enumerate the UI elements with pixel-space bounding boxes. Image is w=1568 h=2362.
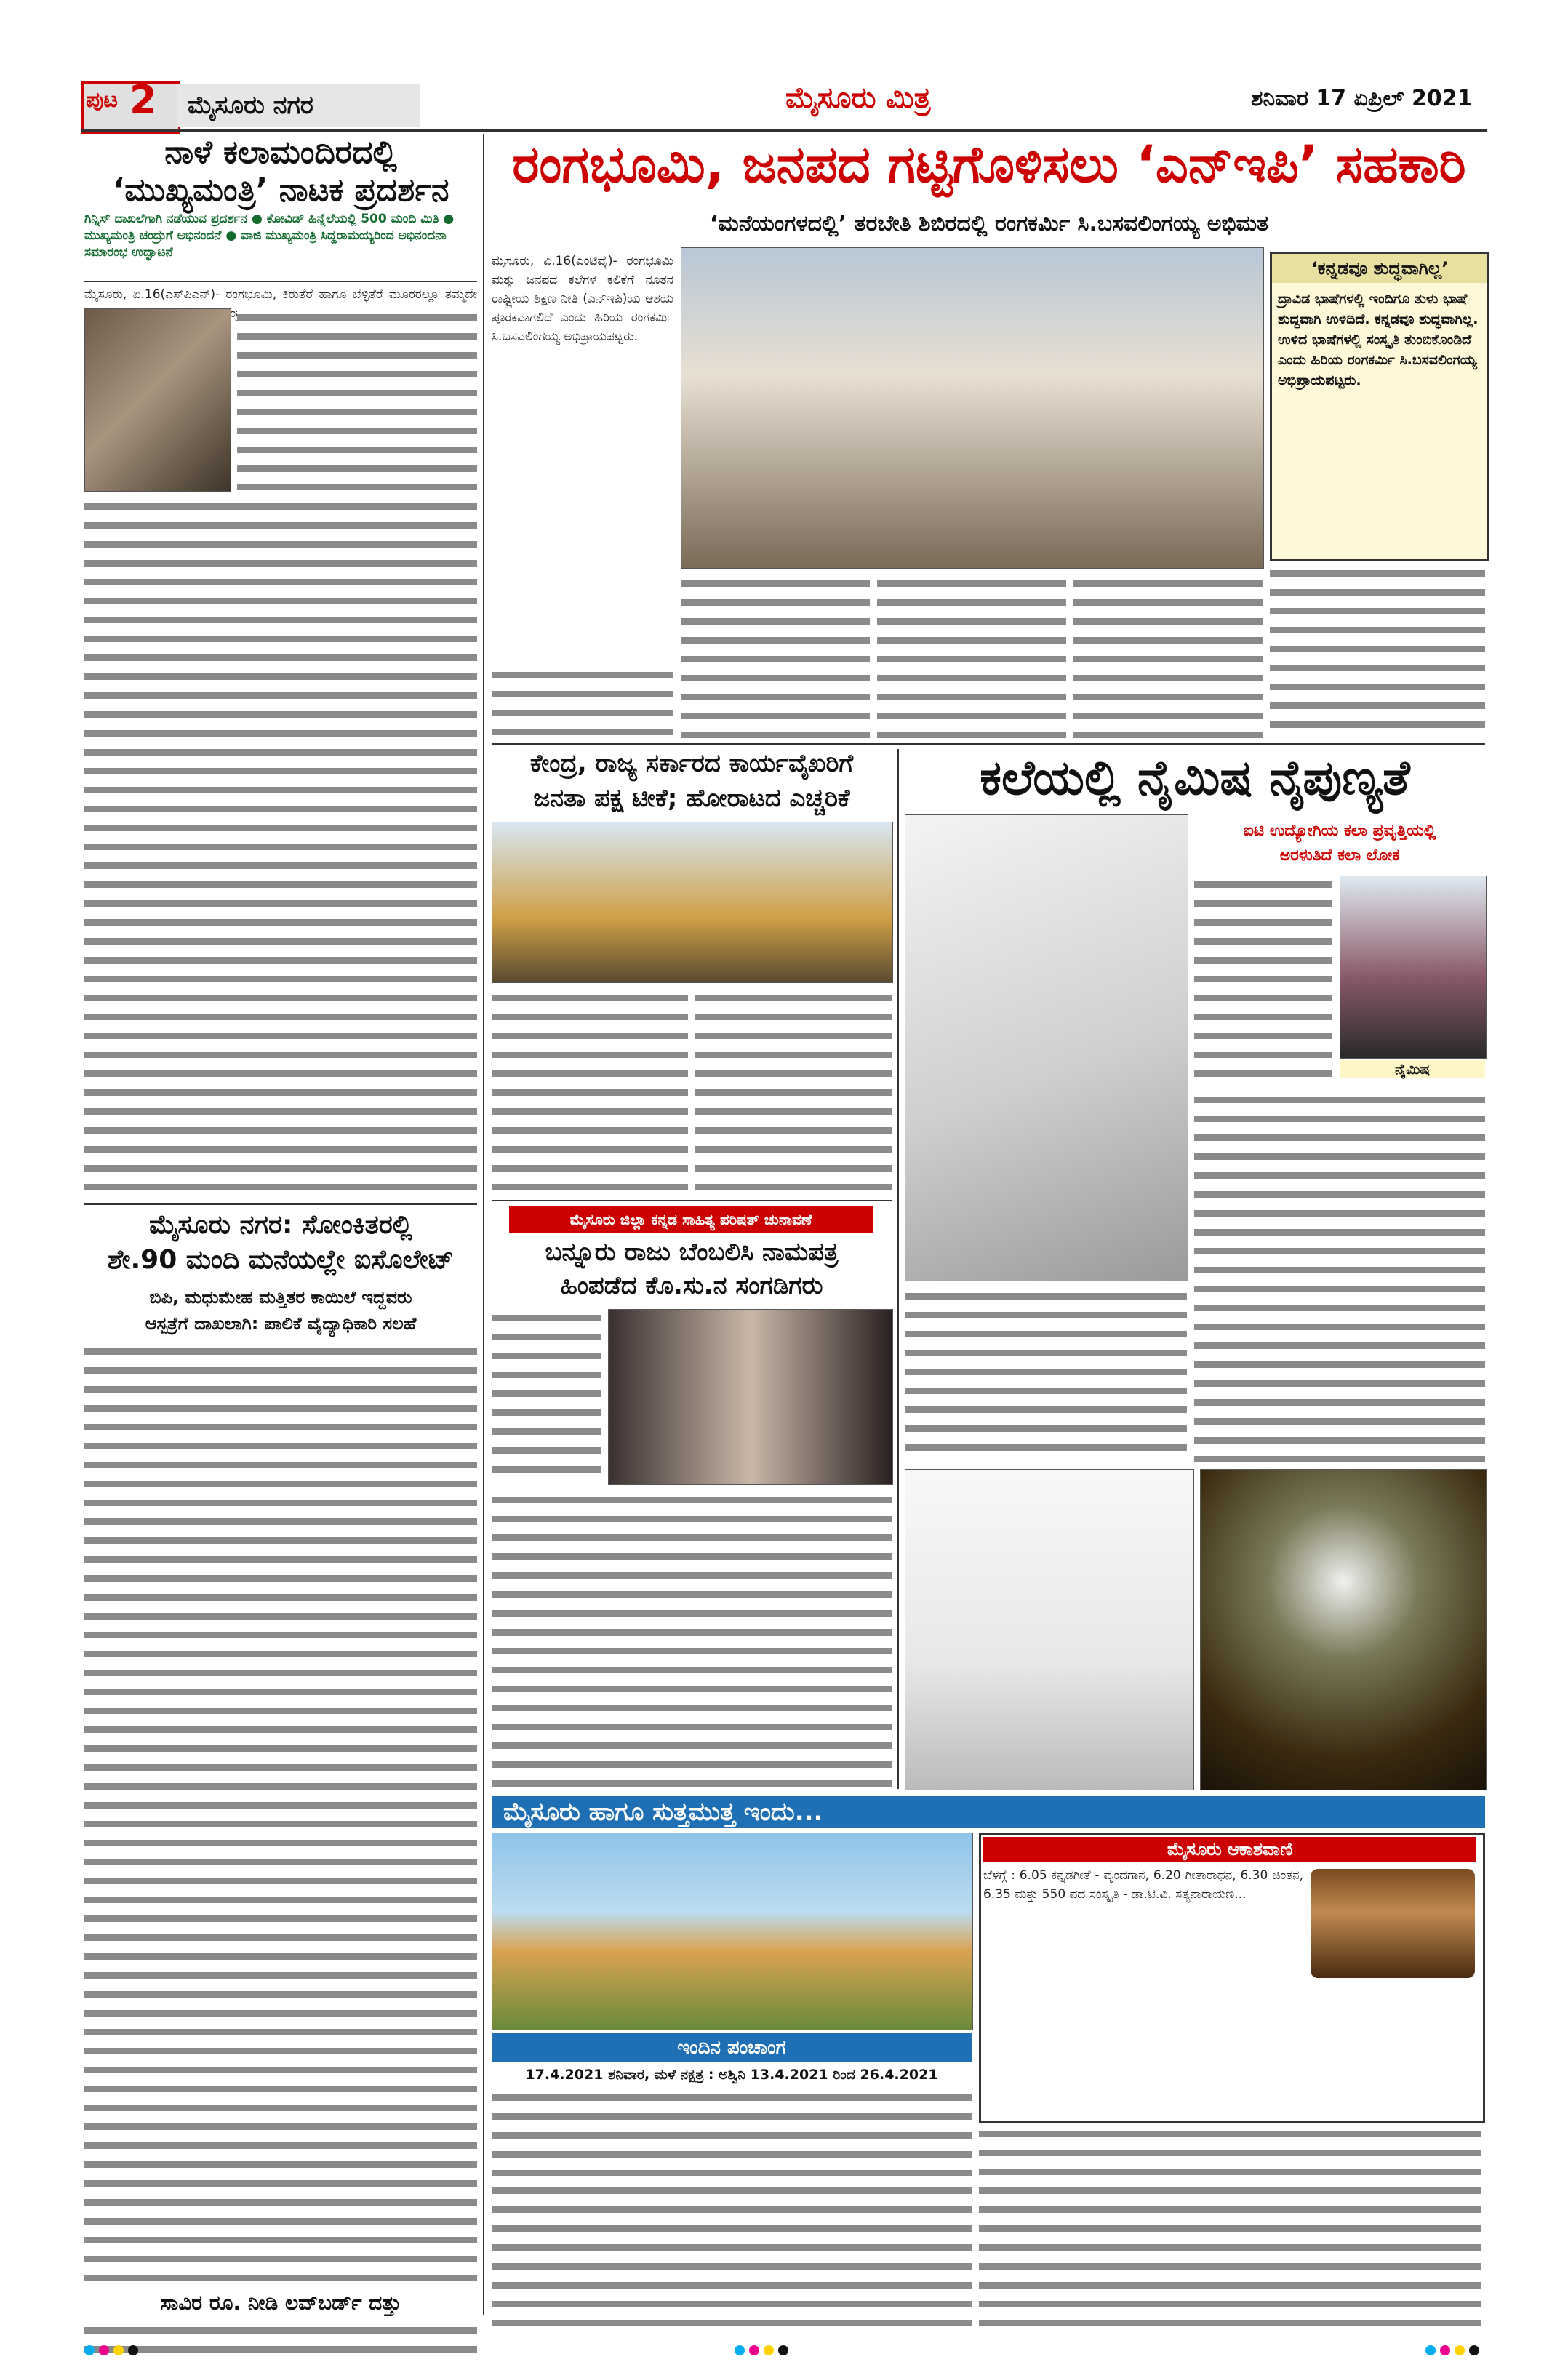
divider (84, 281, 477, 282)
lead-subhead: ‘ಮನೆಯಂಗಳದಲ್ಲಿ’ ತರಬೇತಿ ಶಿಬಿರದಲ್ಲಿ ರಂಗಕರ್ಮಿ ಸಿ.ಬಸವಲಿಂಗಯ್ಯ ಅಭಿಮತ (709, 211, 1269, 236)
left-story-body (237, 308, 477, 490)
art-subhead-1: ಐಟಿ ಉದ್ಯೋಗಿಯ ಕಲಾ ಪ್ರವೃತ್ತಿಯಲ್ಲಿ (1243, 822, 1436, 840)
feather-artwork (905, 1469, 1194, 1790)
lead-dateline: ಮೈಸೂರು, ಏ.16(ಎಂಟಿವೈ)- ರಂಗಭೂಮಿ ಮತ್ತು ಜನಪದ ಕಲೆಗಳ ಕಲಿಕೆಗೆ ನೂತನ ರಾಷ್ಟ್ರೀಯ ಶಿಕ್ಷಣ ನೀತಿ (ಎನ್‌ಇಪಿ)ಯ ಆಶಯ ಪೂರಕವಾಗಲಿದೆ ಎಂದು ಹಿರಿಯ ರಂಗಕರ್ಮಿ ಸಿ.ಬಸವಲಿಂಗಯ್ಯ ಅಭಿಪ್ರಾಯಪಟ್ಟರು. (492, 254, 673, 344)
left-story-kicker: ಗಿನ್ನಿಸ್ ದಾಖಲೆಗಾಗಿ ನಡೆಯುವ ಪ್ರದರ್ಶನ ● ಕೋವಿಡ್ ಹಿನ್ನೆಲೆಯಲ್ಲಿ 500 ಮಂದಿ ಮಿತಿ ● ಮುಖ್ಯಮಂತ್ರಿ ಚಂದ್ರುಗೆ ಅಭಿನಂದನೆ ● ವಾಜಿ ಮುಖ್ಯಮಂತ್ರಿ ಸಿದ್ದರಾಮಯ್ಯರಿಂದ ಅಭಿನಂದನಾ ಸಮಾರಂಭ ಉದ್ಘಾಟನೆ (84, 212, 455, 260)
divider (84, 1203, 477, 1205)
masthead: ಮೈಸೂರು ಮಿತ್ರ (785, 81, 931, 115)
political-body-col2 (695, 989, 892, 1193)
events-banner (492, 1796, 1485, 1828)
lead-sidebar-box (1270, 252, 1489, 561)
art-body-col1 (905, 1287, 1187, 1462)
left-story-body-continued (84, 497, 477, 1196)
akashvani-title: ಮೈಸೂರು ಆಕಾಶವಾಣಿ (983, 1837, 1476, 1862)
events-listing-left (492, 2182, 972, 2334)
left-story-headline-2: ‘ಮುಖ್ಯಮಂತ್ರಿ’ ನಾಟಕ ಪ್ರದರ್ಶನ (112, 172, 449, 209)
akashvani-text: ಬೆಳಗ್ಗೆ : 6.05 ಕನ್ನಡಗೀತೆ - ವೃಂದಗಾನ, 6.20 ಗೀತಾರಾಧನ, 6.30 ಚಿಂತನ, 6.35 ಮತ್ತು 550 ಪದ ಸಂಸ್ಕೃತಿ - ಡಾ.ಟಿ.ವಿ. ಸತ್ಯನಾರಾಯಣ... (983, 1868, 1303, 1902)
page-header (0, 0, 1568, 131)
sidebar-text: ದ್ರಾವಿಡ ಭಾಷೆಗಳಲ್ಲಿ ಇಂದಿಗೂ ತುಳು ಭಾಷೆ ಶುದ್ಧವಾಗಿ ಉಳಿದಿದೆ. ಕನ್ನಡವೂ ಶುದ್ಧವಾಗಿಲ್ಲ. ಉಳಿದ ಭಾಷೆಗಳಲ್ಲಿ ಸಂಸ್ಕೃತಿ ತುಂಬಿಕೊಂಡಿದೆ ಎಂದು ಹಿರಿಯ ರಂಗಕರ್ಮಿ ಸಿ.ಬಸವಲಿಂಗಯ್ಯ ಅಭಿಪ್ರಾಯಪಟ್ಟರು. (1278, 291, 1479, 388)
kasapa-photo (608, 1309, 893, 1485)
kasapa-kicker: ಮೈಸೂರು ಜಿಲ್ಲಾ ಕನ್ನಡ ಸಾಹಿತ್ಯ ಪರಿಷತ್ ಚುನಾವಣೆ (509, 1206, 873, 1233)
column-rule (483, 134, 484, 2315)
section-title: ಮೈಸೂರು ನಗರ (177, 84, 420, 127)
print-registration-dots-right (1425, 2345, 1484, 2358)
panchanga-line: 17.4.2021 ಶನಿವಾರ, ಮಳೆ ನಕ್ಷತ್ರ : ಅಶ್ವಿನಿ 13.4.2021 ರಿಂದ 26.4.2021 (525, 2067, 938, 2083)
divider (492, 743, 1485, 745)
covid-subhead-1: ಬಿಪಿ, ಮಧುಮೇಹ ಮತ್ತಿತರ ಕಾಯಿಲೆ ಇದ್ದವರು (149, 1287, 412, 1308)
issue-date: ಶನಿವಾರ 17 ಏಪ್ರಿಲ್ 2021 (1251, 86, 1473, 111)
lead-body-col3 (877, 575, 1066, 739)
panchanga-title: ಇಂದಿನ ಪಂಚಾಂಗ (492, 2033, 972, 2062)
political-body-col1 (492, 989, 688, 1193)
political-headline-2: ಜನತಾ ಪಕ್ಷ ಟೀಕೆ; ಹೋರಾಟದ ಎಚ್ಚರಿಕೆ (533, 784, 850, 813)
art-body (1194, 1091, 1485, 1462)
art-headline: ಕಲೆಯಲ್ಲಿ ನೈಮಿಷ ನೈಪುಣ್ಯತೆ (980, 750, 1410, 806)
covid-headline-1: ಮೈಸೂರು ನಗರ: ಸೋಂಕಿತರಲ್ಲಿ (148, 1210, 413, 1240)
kasapa-headline-1: ಬನ್ನೂರು ರಾಜು ಬೆಂಬಲಿಸಿ ನಾಮಪತ್ರ (545, 1238, 839, 1267)
covid-headline-2: ಶೇ.90 ಮಂದಿ ಮನೆಯಲ್ಲೇ ಐಸೊಲೇಟ್ (107, 1245, 455, 1275)
lovebird-body (84, 2321, 477, 2353)
left-story-headline-1: ನಾಳೆ ಕಲಾಮಂದಿರದಲ್ಲಿ (164, 134, 397, 171)
print-registration-dots-center (735, 2345, 793, 2358)
lovebird-headline: ಸಾವಿರ ರೂ. ನೀಡಿ ಲವ್‌ಬರ್ಡ್ ದತ್ತು (160, 2291, 401, 2315)
political-headline-1: ಕೇಂದ್ರ, ರಾಜ್ಯ ಸರ್ಕಾರದ ಕಾರ್ಯವೈಖರಿಗೆ (529, 749, 854, 778)
lead-headline: ರಂಗಭೂಮಿ, ಜನಪದ ಗಟ್ಟಿಗೊಳಿಸಲು ‘ಎನ್‌ಇಪಿ’ ಸಹಕಾರಿ (512, 135, 1466, 194)
portrait-caption: ನೈಮಿಷ (1340, 1060, 1485, 1078)
flower-vase-artwork (1200, 1469, 1487, 1790)
covid-subhead-2: ಆಸ್ಪತ್ರೆಗೆ ದಾಖಲಾಗಿ: ಪಾಲಿಕೆ ವೈದ್ಯಾಧಿಕಾರಿ ಸಲಹೆ (145, 1313, 417, 1334)
lead-body-col1 (492, 666, 673, 739)
kasapa-headline-2: ಹಿಂಪಡೆದ ಕೊ.ಸು.ನ ಸಂಗಡಿಗರು (560, 1271, 823, 1300)
art-body-intro (1194, 876, 1332, 1086)
press-meet-photo (492, 822, 893, 983)
events-banner-title: ಮೈಸೂರು ಹಾಗೂ ಸುತ್ತಮುತ್ತ ಇಂದು... (503, 1798, 823, 1827)
panchanga-body (492, 2089, 972, 2176)
lead-body-col4 (1073, 575, 1263, 739)
left-story-dateline: ಮೈಸೂರು, ಏ.16(ಎಸ್‌ಪಿಎನ್)- ರಂಗಭೂಮಿ, ಕಿರುತೆರೆ ಹಾಗೂ ಬೆಳ್ಳಿತೆರೆ ಮೂರರಲ್ಲೂ ತಮ್ಮದೇ (84, 287, 477, 302)
print-registration-dots-left (84, 2345, 143, 2358)
radio-icon (1311, 1869, 1475, 1978)
page-label: ಪುಟ (86, 87, 119, 113)
kasapa-body (492, 1491, 892, 1789)
palace-photo (492, 1833, 973, 2030)
lead-body-col2 (681, 575, 870, 739)
page-number: 2 (129, 77, 157, 123)
sidebar-title: ‘ಕನ್ನಡವೂ ಶುದ್ಧವಾಗಿಲ್ಲ’ (1272, 254, 1487, 283)
covid-story-body (84, 1342, 477, 2288)
art-subhead-2: ಅರಳುತಿದೆ ಕಲಾ ಲೋಕ (1279, 846, 1400, 865)
workshop-photo (681, 247, 1264, 569)
divider (492, 1200, 892, 1201)
actor-photo (84, 308, 231, 492)
events-listing-right (979, 2125, 1481, 2336)
column-rule (897, 749, 899, 1789)
sketch-artwork (905, 814, 1188, 1281)
kasapa-body-col1 (492, 1309, 601, 1484)
artist-portrait (1340, 876, 1487, 1059)
lead-body-col5 (1270, 564, 1485, 739)
